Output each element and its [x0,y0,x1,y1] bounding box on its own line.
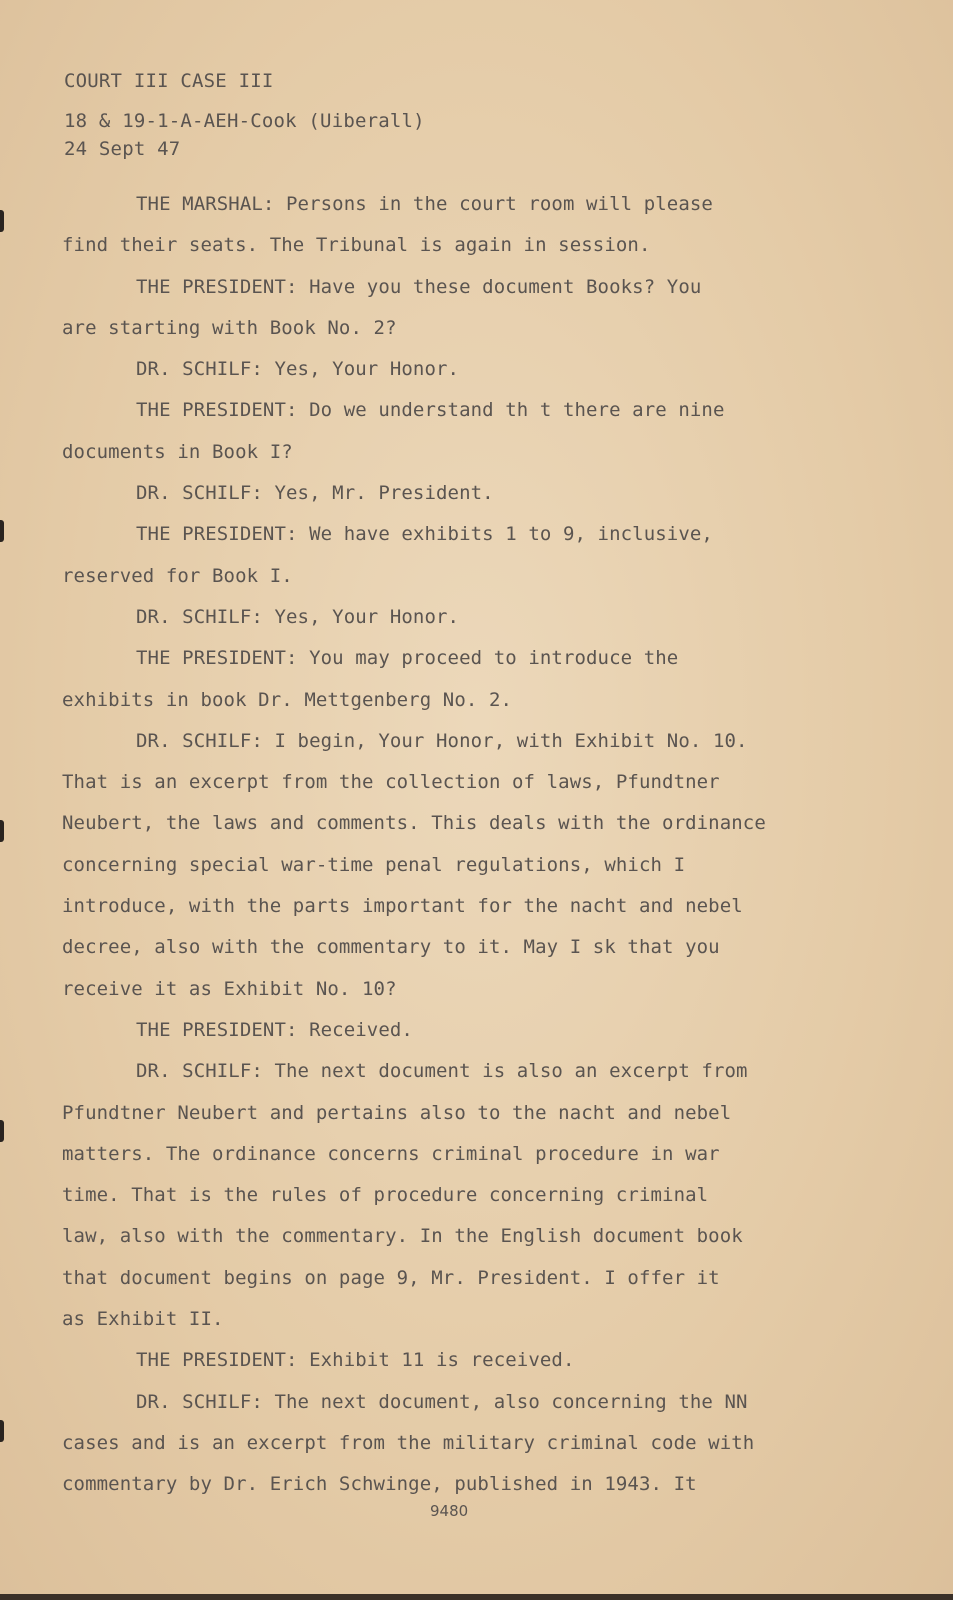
transcript-line: Pfundtner Neubert and pertains also to the nacht and nebel [62,1101,732,1124]
transcript-line: decree, also with the commentary to it. May I sk that you [62,936,720,959]
transcript-line: THE PRESIDENT: You may proceed to introduce the [136,647,679,670]
transcript-line: time. That is the rules of procedure concerning criminal [62,1184,709,1207]
transcript-line: DR. SCHILF: Yes, Your Honor. [136,605,460,628]
transcript-line: as Exhibit II. [62,1308,224,1331]
transcript-line: DR. SCHILF: The next document is also an excerpt from [136,1060,748,1083]
transcript-line: DR. SCHILF: Yes, Your Honor. [136,358,460,381]
transcript-line: concerning special war-time penal regulations, which I [62,853,686,876]
transcript-line: law, also with the commentary. In the English document book [62,1225,743,1248]
date-line: 24 Sept 47 [64,138,181,160]
transcript-line: are starting with Book No. 2? [62,316,397,339]
transcript-line: THE PRESIDENT: Have you these document Books? You [136,275,702,298]
transcript-line: reserved for Book I. [62,564,293,587]
transcript-line: That is an excerpt from the collection of laws, Pfundtner [62,771,720,794]
binding-holes [0,0,6,1600]
page-bottom-edge [0,1594,953,1600]
transcript-line: DR. SCHILF: Yes, Mr. President. [136,482,494,505]
binding-hole [0,1420,4,1442]
binding-hole [0,520,4,542]
transcript-line: Neubert, the laws and comments. This deals with the ordinance [62,812,766,835]
court-case-header: COURT III CASE III [64,70,274,92]
page-number: 9480 [430,1502,469,1520]
reference-line: 18 & 19-1-A-AEH-Cook (Uiberall) [64,110,425,132]
transcript-line: exhibits in book Dr. Mettgenberg No. 2. [62,688,513,711]
transcript-line: THE PRESIDENT: Received. [136,1018,413,1041]
transcript-body [62,184,882,1506]
transcript-line: THE MARSHAL: Persons in the court room will please [136,193,713,215]
binding-hole [0,1120,4,1142]
transcript-line: cases and is an excerpt from the military criminal code with [62,1431,755,1454]
transcript-line: matters. The ordinance concerns criminal procedure in war [62,1142,720,1165]
transcript-line: THE PRESIDENT: Do we understand th t there are nine [136,399,725,422]
transcript-line: THE PRESIDENT: Exhibit 11 is received. [136,1349,575,1372]
transcript-line: DR. SCHILF: The next document, also concerning the NN [136,1390,748,1413]
transcript-line: introduce, with the parts important for the nacht and nebel [62,895,743,918]
transcript-line: receive it as Exhibit No. 10? [62,977,397,1000]
transcript-line: DR. SCHILF: I begin, Your Honor, with Exhibit No. 10. [136,729,748,752]
transcript-line: commentary by Dr. Erich Schwinge, published in 1943. It [62,1473,697,1496]
binding-hole [0,820,4,842]
transcript-line: find their seats. The Tribunal is again in session. [62,234,651,257]
binding-hole [0,210,4,232]
transcript-line: documents in Book I? [62,440,293,463]
transcript-line: THE PRESIDENT: We have exhibits 1 to 9, inclusive, [136,523,713,546]
transcript-line: that document begins on page 9, Mr. President. I offer it [62,1266,720,1289]
